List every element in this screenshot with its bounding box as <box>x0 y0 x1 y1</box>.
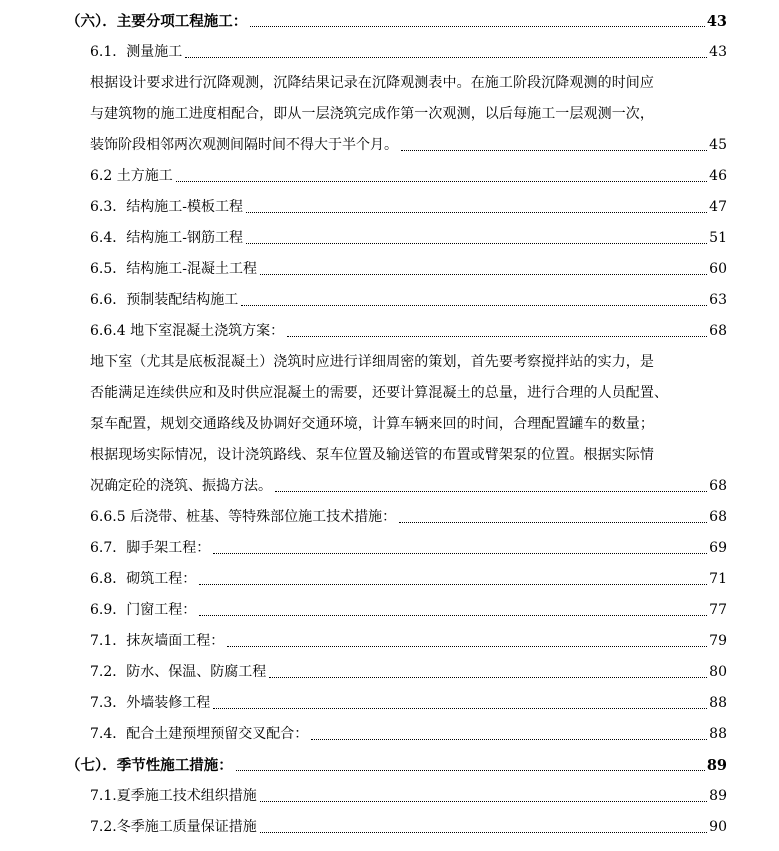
toc-page-number: 79 <box>709 633 727 649</box>
toc-section-entry[interactable] <box>66 285 727 316</box>
toc-section-entry[interactable] <box>66 223 727 254</box>
toc-chapter-entry[interactable] <box>66 6 727 37</box>
dot-leader <box>199 615 707 616</box>
toc-section-entry[interactable] <box>66 564 727 595</box>
toc-section-entry[interactable] <box>66 781 727 812</box>
toc-section-entry[interactable] <box>66 626 727 657</box>
toc-page-number: 77 <box>709 602 727 618</box>
dot-leader <box>275 491 707 492</box>
toc-entry-title: （六）．主要分项工程施工： <box>66 13 248 30</box>
toc-page-number: 45 <box>709 137 727 153</box>
toc-page-number: 80 <box>709 664 727 680</box>
toc-entry-title: 7.2.冬季施工质量保证措施 <box>90 819 257 835</box>
toc-section-entry[interactable] <box>66 37 727 68</box>
dot-leader <box>227 646 707 647</box>
dot-leader <box>250 26 705 27</box>
toc-entry-title: 6.7．脚手架工程： <box>90 540 211 556</box>
dot-leader <box>246 243 707 244</box>
toc-entry-title: 6.6.4 地下室混凝土浇筑方案： <box>90 323 285 339</box>
toc-paragraph-line: 地下室（尤其是底板混凝土）浇筑时应进行详细周密的策划，首先要考察搅拌站的实力，是 <box>90 354 654 370</box>
dot-leader <box>236 770 705 771</box>
toc-section-entry[interactable] <box>66 657 727 688</box>
toc-page-number: 43 <box>709 44 727 60</box>
toc-section-entry[interactable] <box>66 316 727 347</box>
dot-leader <box>269 677 707 678</box>
toc-paragraph-line: 泵车配置，规划交通路线及协调好交通环境，计算车辆来回的时间，合理配置罐车的数量； <box>90 416 654 432</box>
toc-page-number: 88 <box>709 695 727 711</box>
toc-page-number: 43 <box>706 13 727 30</box>
toc-page-number: 88 <box>709 726 727 742</box>
toc-paragraph-line: 根据设计要求进行沉降观测，沉降结果记录在沉降观测表中。在施工阶段沉降观测的时间应 <box>90 75 654 91</box>
toc-paragraph-line: 根据现场实际情况，设计浇筑路线、泵车位置及输送管的布置或臂架泵的位置。根据实际情 <box>90 447 654 463</box>
toc-page-number: 89 <box>709 788 727 804</box>
toc-entry-title: 6.2 土方施工 <box>90 168 173 184</box>
toc-entry-title: 6.6．预制装配结构施工 <box>90 292 239 308</box>
toc-paragraph-last-text: 装饰阶段相邻两次观测间隔时间不得大于半个月。 <box>90 137 398 153</box>
toc-entry-title: 6.8．砌筑工程： <box>90 571 197 587</box>
dot-leader <box>260 801 707 802</box>
toc-page-number: 68 <box>709 478 727 494</box>
toc-page-number: 60 <box>709 261 727 277</box>
dot-leader <box>260 274 707 275</box>
dot-leader <box>311 739 707 740</box>
toc-page-number: 69 <box>709 540 727 556</box>
dot-leader <box>399 522 707 523</box>
toc-entry-title: 6.1．测量施工 <box>90 44 183 60</box>
toc-paragraph-line: 否能满足连续供应和及时供应混凝土的需要，还要计算混凝土的总量，进行合理的人员配置、 <box>90 385 669 401</box>
dot-leader <box>287 336 707 337</box>
toc-entry-title: 7.2．防水、保温、防腐工程 <box>90 664 267 680</box>
toc-paragraph-last-line <box>90 130 727 161</box>
dot-leader <box>176 181 707 182</box>
toc-page-number: 51 <box>709 230 727 246</box>
toc-page-number: 68 <box>709 323 727 339</box>
toc-entry-title: （七）．季节性施工措施： <box>66 757 233 774</box>
toc-entry-title: 6.9．门窗工程： <box>90 602 197 618</box>
toc-section-entry[interactable] <box>66 161 727 192</box>
dot-leader <box>213 708 707 709</box>
toc-page-number: 71 <box>709 571 727 587</box>
dot-leader <box>241 305 707 306</box>
dot-leader <box>401 150 707 151</box>
dot-leader <box>260 832 707 833</box>
toc-page-number: 89 <box>706 757 727 774</box>
toc-entry-title: 6.3．结构施工-模板工程 <box>90 199 243 215</box>
toc-paragraph-line: 与建筑物的施工进度相配合，即从一层浇筑完成作第一次观测，以后每施工一层观测一次， <box>90 106 654 122</box>
toc-page-number: 47 <box>709 199 727 215</box>
toc-section-entry[interactable] <box>66 595 727 626</box>
toc-entry-title: 6.6.5 后浇带、桩基、等特殊部位施工技术措施： <box>90 509 397 525</box>
toc-chapter-entry[interactable] <box>66 750 727 781</box>
toc-entry-title: 7.4．配合土建预埋预留交叉配合： <box>90 726 309 742</box>
toc-entry-title: 6.5．结构施工-混凝土工程 <box>90 261 257 277</box>
toc-paragraph-last-line <box>90 471 727 502</box>
toc-section-entry[interactable] <box>66 719 727 750</box>
dot-leader <box>185 57 707 58</box>
toc-paragraph-entry[interactable] <box>66 347 727 502</box>
toc-entry-title: 7.3．外墙装修工程 <box>90 695 211 711</box>
toc-section-entry[interactable] <box>66 688 727 719</box>
dot-leader <box>246 212 707 213</box>
toc-entry-title: 7.1．抹灰墙面工程： <box>90 633 225 649</box>
dot-leader <box>213 553 707 554</box>
toc-page-number: 68 <box>709 509 727 525</box>
toc-section-entry[interactable] <box>66 502 727 533</box>
toc-paragraph-entry[interactable] <box>66 68 727 161</box>
toc-entry-title: 7.1.夏季施工技术组织措施 <box>90 788 257 804</box>
toc-section-entry[interactable] <box>66 192 727 223</box>
toc-entry-title: 6.4．结构施工-钢筋工程 <box>90 230 243 246</box>
dot-leader <box>199 584 707 585</box>
toc-paragraph-last-text: 况确定砼的浇筑、振捣方法。 <box>90 478 272 494</box>
toc-page-number: 46 <box>709 168 727 184</box>
toc-page-number: 90 <box>709 819 727 835</box>
toc-page-number: 63 <box>709 292 727 308</box>
toc-section-entry[interactable] <box>66 812 727 843</box>
toc-section-entry[interactable] <box>66 254 727 285</box>
toc-section-entry[interactable] <box>66 533 727 564</box>
